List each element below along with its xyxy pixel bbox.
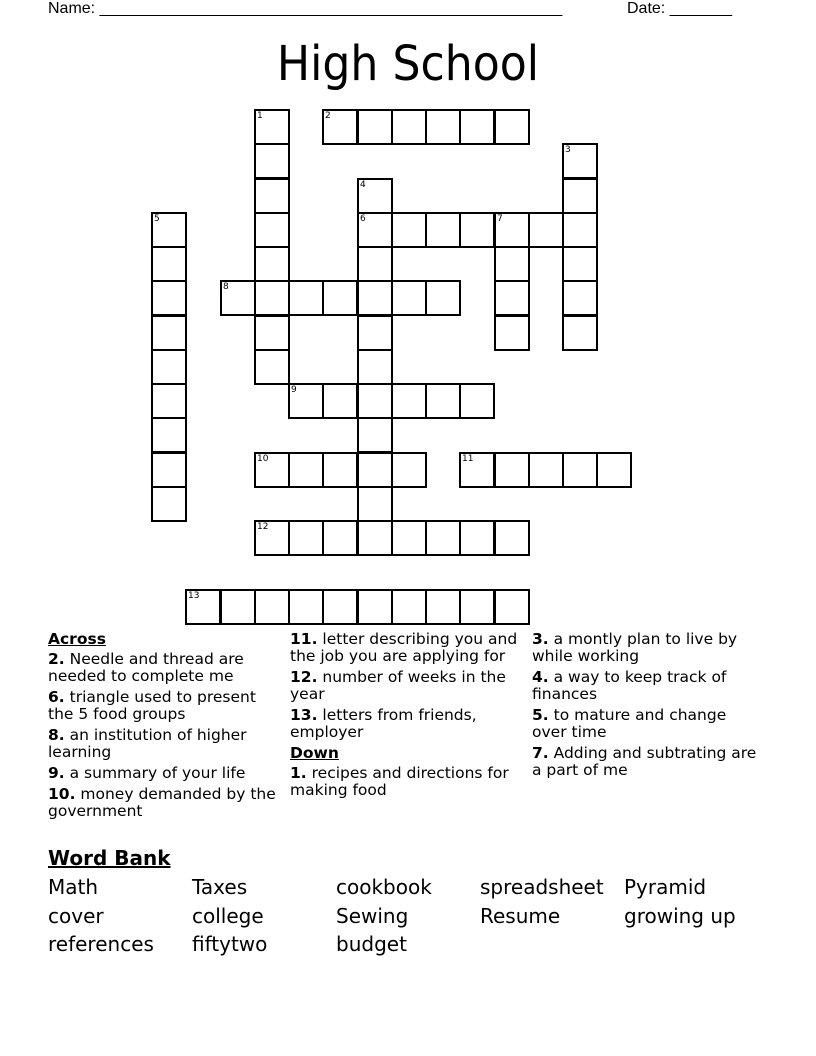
grid-cell[interactable] (151, 212, 187, 248)
grid-cell[interactable] (254, 143, 290, 179)
grid-cell[interactable] (220, 589, 256, 625)
grid-cell[interactable] (254, 589, 290, 625)
down-heading: Down (290, 744, 339, 762)
word-bank-item: budget (336, 932, 407, 956)
grid-cell[interactable] (459, 212, 495, 248)
grid-cell[interactable] (151, 486, 187, 522)
clue-down-3: 3. a montly plan to live by while working (532, 630, 738, 665)
grid-cell[interactable] (425, 109, 461, 145)
grid-cell[interactable] (528, 212, 564, 248)
grid-cell[interactable] (357, 109, 393, 145)
clue-across-10: 10. money demanded by the government (48, 785, 276, 820)
grid-cell[interactable] (322, 280, 358, 316)
word-bank-item: Resume (480, 904, 561, 928)
grid-cell[interactable] (391, 280, 427, 316)
cell-number: 10 (257, 454, 269, 464)
grid-cell[interactable] (562, 315, 598, 351)
grid-cell[interactable] (562, 212, 598, 248)
word-bank-item: Math (48, 875, 99, 899)
clues-column-1 (48, 631, 283, 824)
grid-cell[interactable] (391, 383, 427, 419)
grid-cell[interactable] (425, 589, 461, 625)
word-bank-item: Taxes (192, 875, 248, 899)
grid-cell[interactable] (254, 349, 290, 385)
grid-cell[interactable] (391, 212, 427, 248)
grid-cell[interactable] (288, 520, 324, 556)
word-bank-item: cookbook (336, 875, 432, 899)
grid-cell[interactable] (562, 452, 598, 488)
grid-cell[interactable] (494, 246, 530, 282)
grid-cell[interactable] (357, 589, 393, 625)
grid-cell[interactable] (391, 589, 427, 625)
clue-across-9: 9. a summary of your life (48, 764, 246, 782)
grid-cell[interactable] (391, 109, 427, 145)
word-bank-item: references (48, 932, 154, 956)
grid-cell[interactable] (254, 315, 290, 351)
cell-number: 7 (497, 214, 503, 224)
grid-cell[interactable] (391, 452, 427, 488)
grid-cell[interactable] (151, 246, 187, 282)
grid-cell[interactable] (494, 280, 530, 316)
grid-cell[interactable] (357, 246, 393, 282)
grid-cell[interactable] (254, 452, 290, 488)
grid-cell[interactable] (185, 589, 221, 625)
grid-cell[interactable] (151, 452, 187, 488)
grid-cell[interactable] (494, 315, 530, 351)
grid-cell[interactable] (322, 109, 358, 145)
grid-cell[interactable] (459, 520, 495, 556)
grid-cell[interactable] (494, 520, 530, 556)
cell-number: 12 (257, 522, 269, 532)
word-bank-item: fiftytwo (192, 932, 268, 956)
grid-cell[interactable] (459, 589, 495, 625)
grid-cell[interactable] (391, 520, 427, 556)
grid-cell[interactable] (254, 280, 290, 316)
grid-cell[interactable] (151, 315, 187, 351)
grid-cell[interactable] (151, 349, 187, 385)
across-heading: Across (48, 630, 106, 648)
grid-cell[interactable] (357, 212, 393, 248)
word-bank-item: cover (48, 904, 104, 928)
grid-cell[interactable] (357, 452, 393, 488)
grid-cell[interactable] (494, 212, 530, 248)
clue-down-5: 5. to mature and change over time (532, 706, 727, 741)
grid-cell[interactable] (288, 383, 324, 419)
grid-cell[interactable] (254, 109, 290, 145)
cell-number: 1 (257, 111, 263, 121)
grid-cell[interactable] (528, 452, 564, 488)
clue-across-12: 12. number of weeks in the year (290, 668, 506, 703)
grid-cell[interactable] (494, 109, 530, 145)
grid-cell[interactable] (254, 178, 290, 214)
clues-column-2 (290, 631, 525, 803)
clues-column-3 (532, 631, 762, 783)
word-bank-item: spreadsheet (480, 875, 604, 899)
clue-down-1: 1. recipes and directions for making food (290, 764, 509, 799)
word-bank-item: growing up (624, 904, 736, 928)
grid-cell[interactable] (357, 520, 393, 556)
grid-cell[interactable] (357, 178, 393, 214)
grid-cell[interactable] (357, 315, 393, 351)
grid-cell[interactable] (322, 589, 358, 625)
grid-cell[interactable] (425, 383, 461, 419)
clue-across-8: 8. an institution of higher learning (48, 726, 247, 761)
clue-down-4: 4. a way to keep track of finances (532, 668, 727, 703)
grid-cell[interactable] (562, 143, 598, 179)
grid-cell[interactable] (288, 589, 324, 625)
word-bank-title: Word Bank (48, 846, 171, 870)
grid-cell[interactable] (322, 383, 358, 419)
grid-cell[interactable] (322, 520, 358, 556)
clue-across-6: 6. triangle used to present the 5 food groups (48, 688, 256, 723)
grid-cell[interactable] (357, 417, 393, 453)
date-line: _______ (669, 0, 732, 17)
grid-cell[interactable] (357, 383, 393, 419)
word-bank-item: Sewing (336, 904, 409, 928)
grid-cell[interactable] (562, 178, 598, 214)
cell-number: 13 (188, 591, 200, 601)
clue-across-11: 11. letter describing you and the job you are applying for (290, 630, 518, 665)
grid-cell[interactable] (254, 520, 290, 556)
cell-number: 9 (291, 385, 297, 395)
grid-cell[interactable] (220, 280, 256, 316)
clue-across-13: 13. letters from friends, employer (290, 706, 477, 741)
date-label: Date: (627, 0, 666, 17)
grid-cell[interactable] (459, 109, 495, 145)
grid-cell[interactable] (151, 280, 187, 316)
grid-cell[interactable] (254, 246, 290, 282)
grid-cell[interactable] (596, 452, 632, 488)
clue-down-7: 7. Adding and subtrating are a part of me (532, 744, 757, 779)
grid-cell[interactable] (494, 589, 530, 625)
grid-cell[interactable] (425, 280, 461, 316)
cell-number: 4 (360, 180, 366, 190)
grid-cell[interactable] (459, 383, 495, 419)
grid-cell[interactable] (425, 212, 461, 248)
grid-cell[interactable] (254, 212, 290, 248)
grid-cell[interactable] (151, 417, 187, 453)
grid-cell[interactable] (151, 383, 187, 419)
name-line: ____________________________________________________ (99, 0, 563, 17)
grid-cell[interactable] (288, 452, 324, 488)
cell-number: 2 (325, 111, 331, 121)
grid-cell[interactable] (357, 486, 393, 522)
cell-number: 6 (360, 214, 366, 224)
grid-cell[interactable] (357, 349, 393, 385)
cell-number: 5 (154, 214, 160, 224)
cell-number: 3 (565, 145, 571, 155)
cell-number: 8 (223, 282, 229, 292)
cell-number: 11 (462, 454, 474, 464)
name-label: Name: (48, 0, 96, 17)
grid-cell[interactable] (562, 280, 598, 316)
word-bank-item: Pyramid (624, 875, 707, 899)
grid-cell[interactable] (322, 452, 358, 488)
grid-cell[interactable] (425, 520, 461, 556)
grid-cell[interactable] (357, 280, 393, 316)
grid-cell[interactable] (288, 280, 324, 316)
word-bank-item: college (192, 904, 264, 928)
grid-cell[interactable] (459, 452, 495, 488)
page-title: High School (276, 36, 540, 92)
grid-cell[interactable] (562, 246, 598, 282)
clue-across-2: 2. Needle and thread are needed to complete me (48, 650, 244, 685)
grid-cell[interactable] (494, 452, 530, 488)
